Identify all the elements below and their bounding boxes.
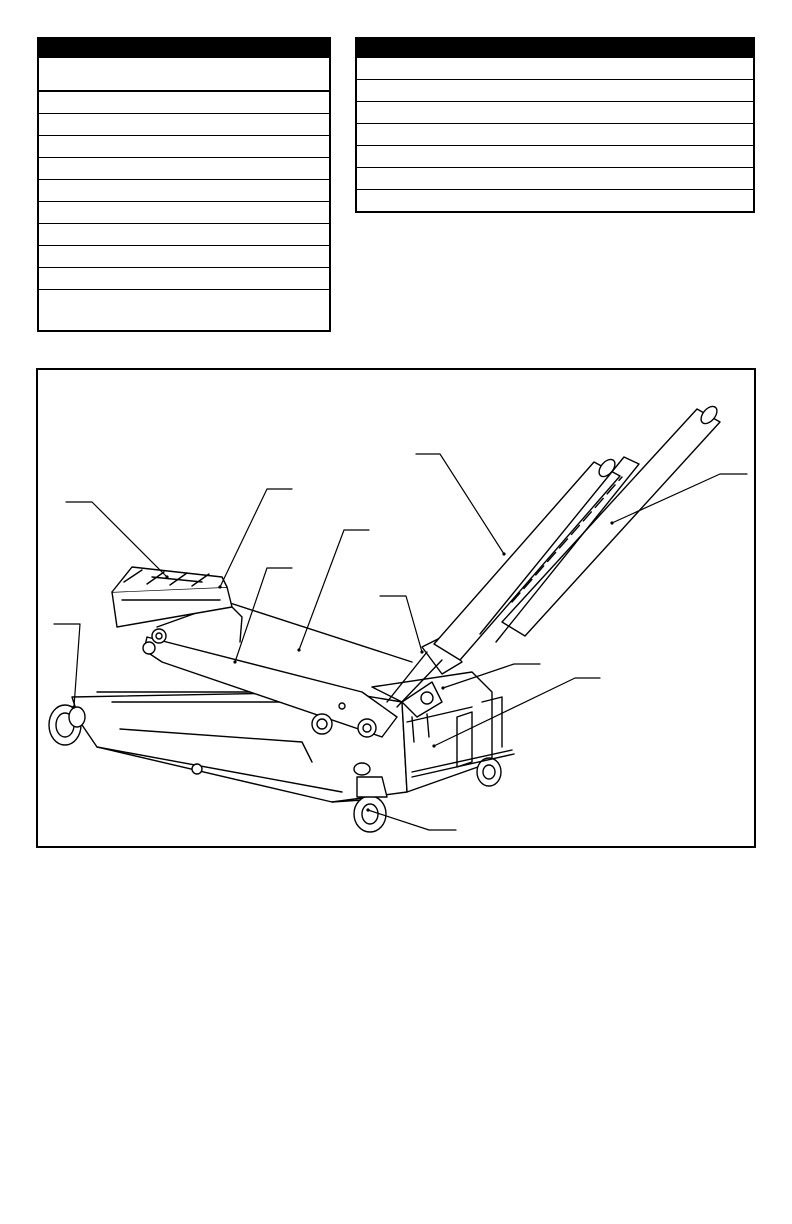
table-row (39, 268, 329, 290)
front-wheel (49, 705, 85, 745)
callout-leader-saddle-pad (220, 489, 292, 587)
table-row (357, 190, 753, 212)
table-row (357, 58, 753, 80)
table-row (39, 58, 329, 92)
table-row (39, 202, 329, 224)
table-row (39, 246, 329, 268)
table-row (39, 290, 329, 312)
table-row (39, 114, 329, 136)
callout-leader-frame (299, 530, 369, 650)
table-row (357, 168, 753, 190)
callout-leader-front-wheel (54, 624, 80, 707)
right-spec-table (355, 37, 755, 213)
table-row (357, 146, 753, 168)
callout-leader-release-valve (380, 596, 422, 652)
table-row (357, 80, 753, 102)
left-table-header (39, 39, 329, 58)
handle-extension (480, 403, 720, 642)
right-table-header (357, 39, 753, 58)
table-row (357, 124, 753, 146)
floor-jack-illustration (38, 370, 754, 846)
parts-figure-frame (36, 368, 756, 848)
left-spec-table (37, 37, 331, 332)
table-row (39, 224, 329, 246)
table-row (39, 180, 329, 202)
table-row (39, 136, 329, 158)
callout-leader-handle (416, 454, 504, 554)
callout-leader-lift-arm (235, 568, 292, 662)
table-row (357, 102, 753, 124)
table-row (39, 92, 329, 114)
table-row (39, 158, 329, 180)
callout-leader-saddle (66, 502, 167, 577)
